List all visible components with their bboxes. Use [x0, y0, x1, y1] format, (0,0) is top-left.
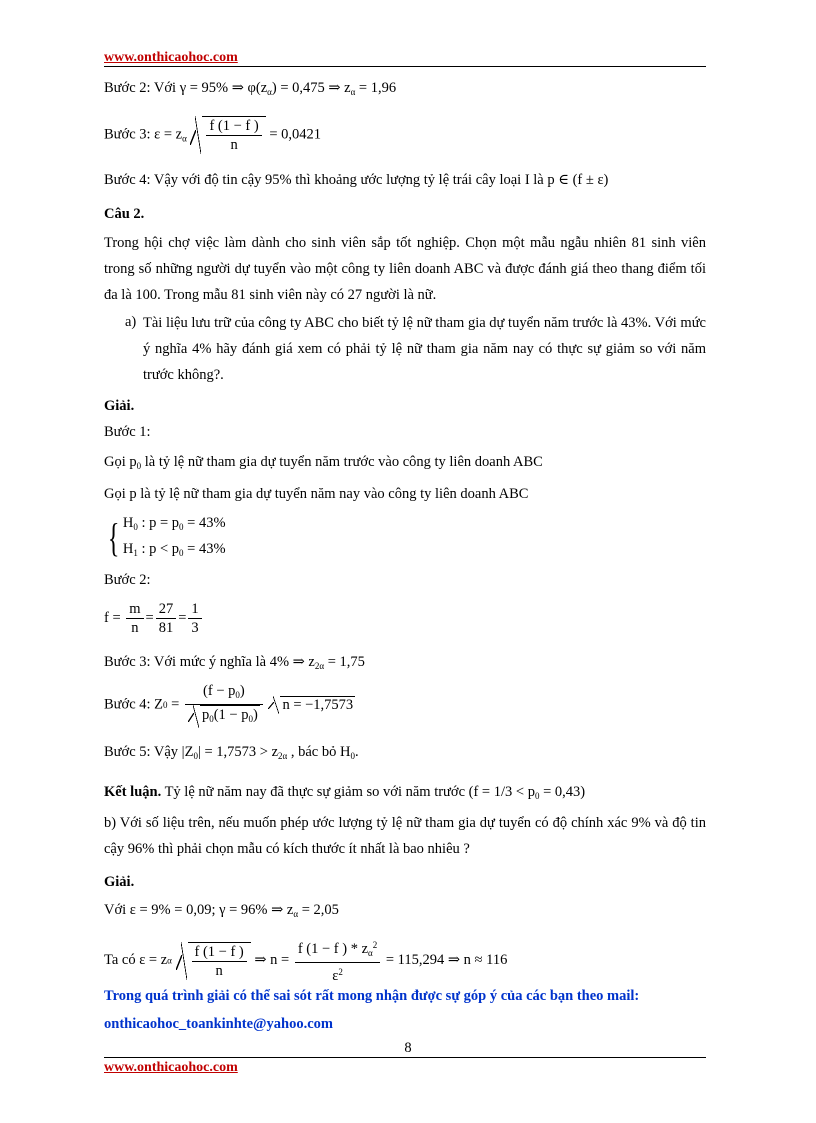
- solution1-title: Giải.: [104, 398, 135, 414]
- step3-top-line: [104, 116, 321, 154]
- s1-step3-val: = 1,75: [324, 654, 365, 670]
- s1-step4: Bước 4: Z0 = $\frac{(f - p_0)}{p_0(1 - p_0)}$ n = −1,7573: [104, 682, 355, 728]
- s1-p0-line: Gọi $p_0$ là tỷ lệ nữ tham gia dự tuyển năm trước vào công ty liên doanh ABC: [104, 454, 543, 471]
- sqrt-symbol: [190, 116, 265, 154]
- s1-p-line: Gọi p là tỷ lệ nữ tham gia dự tuyển năm nay vào công ty liên doanh ABC: [104, 486, 529, 502]
- hypothesis-system: { $H_0$ : $p = p_0 = 43\%$ $H_1$ : $p < p_0 = 43\%$: [107, 515, 226, 560]
- s2-fnum: f (1 − f ) * z: [297, 941, 369, 957]
- question2-title: Câu 2.: [104, 206, 145, 222]
- header-site-link[interactable]: www.onthicaohoc.com: [104, 50, 238, 65]
- h0-val: = 43%: [183, 515, 226, 531]
- h1-val: = 43%: [183, 541, 226, 557]
- conclusion-text: Tỷ lệ nữ năm nay đã thực sự giảm so với năm trước (f = 1/3 < p: [161, 784, 535, 800]
- conclusion-label: Kết luận.: [104, 784, 162, 800]
- s1-step4-val: n = −1,7573: [282, 697, 354, 713]
- h1-rest: : p < p: [137, 541, 180, 557]
- s2-fden: ε: [332, 968, 339, 984]
- solution2-title: Giải.: [104, 874, 135, 890]
- frac-num: f (1 − f ): [206, 117, 261, 136]
- page-number: 8: [404, 1040, 412, 1056]
- brace-symbol: {: [107, 515, 120, 560]
- s1-step3: [104, 654, 365, 671]
- sqrt-symbol-4: [176, 942, 251, 980]
- f-eq-label: f =: [104, 610, 121, 626]
- f-equation: f = $\frac{m}{n}$ = $\frac{27}{81}$ = $\frac{1}{3}$: [104, 600, 204, 637]
- s1-p0-b: là tỷ lệ nữ tham gia dự tuyển năm trước vào công ty liên doanh ABC: [141, 454, 543, 470]
- two-alpha-sub-2: 2α: [278, 751, 288, 761]
- s2-frac-num: f (1 − f ): [192, 943, 247, 962]
- alpha-sub-3: α: [182, 133, 187, 144]
- s1-p0-a: Gọi p: [104, 454, 137, 470]
- step2-top-line: [104, 80, 396, 97]
- s2-line1-val: = 2,05: [298, 902, 339, 918]
- s1-step5-rest: | = 1,7573 > z: [197, 744, 279, 760]
- sqrt-symbol-3: [268, 696, 355, 714]
- s1-step5-text: Bước 5: Vậy |Z: [104, 744, 194, 760]
- s2-line1: Với ε = 9% = 0,09; γ = 96% ⇒ $z_\alpha = 2,05$: [104, 902, 339, 919]
- question2-intro: Trong hội chợ việc làm dành cho sinh viên sắp tốt nghiệp. Chọn một mẫu ngẫu nhiên 81 sinh viên trong số những người dự tuyển vào một công ty liên doanh ABC và được đánh giá theo thang điểm tối đa là 100. Trong mẫu 81 sinh viên này có 27 người là nữ.: [104, 235, 706, 303]
- alpha-sub-2: α: [350, 87, 356, 97]
- sqrt-symbol-2: $p_0(1 - p_0)$: [188, 705, 260, 728]
- s1-step4-num: (f − p: [203, 683, 236, 699]
- s1-step5: Bước 5: Vậy $|Z_0| = 1,7573 > z_{2\alpha}$ , bác bỏ $H_0$.: [104, 744, 359, 761]
- s2-frac-den: n: [215, 962, 223, 979]
- step2-top-rest2: = 1,96: [355, 80, 397, 96]
- s1-step3-text: Bước 3: Với mức ý nghĩa là 4% ⇒ z: [104, 654, 315, 670]
- frac-den: n: [230, 137, 238, 153]
- footer-divider: [104, 1057, 706, 1058]
- f-81: 81: [158, 620, 174, 636]
- h0-rest: : p = p: [137, 515, 180, 531]
- f-3: 3: [191, 620, 199, 636]
- s1-step4-den: p: [201, 707, 210, 723]
- alpha-sub: α: [267, 87, 272, 97]
- s1-step5-end: , bác bỏ H: [287, 744, 351, 760]
- step2-top-text: Bước 2: Với γ = 95% ⇒ φ(z: [104, 80, 268, 96]
- step2-top-rest: ) = 0,475 ⇒ z: [271, 80, 351, 96]
- step3-top-result: = 0,0421: [269, 126, 322, 143]
- q2a-text: Tài liệu lưu trữ của công ty ABC cho biết tỷ lệ nữ tham gia dự tuyển năm trước là 43%. Với mức ý nghĩa 4% hãy đánh giá xem có phải tỷ lệ nữ tham gia năm nay có thực sự giảm so với năm trước không?.: [143, 315, 706, 383]
- contact-email[interactable]: onthicaohoc_toankinhte@yahoo.com: [104, 1016, 333, 1032]
- f-n: n: [131, 620, 139, 636]
- h1-label: H: [122, 541, 134, 557]
- s2-line2-c: = 115,294 ⇒ n ≈ 116: [385, 952, 508, 968]
- s2-line2: Ta có ε = zα $\frac{f (1 - f )}{n}$ ⇒ n = $\frac{f (1 - f ) * z_\alpha^2}{\varepsilon^2}$ = 115,294 ⇒ n ≈ 116: [104, 936, 507, 985]
- contact-text: Trong quá trình giải có thể sai sót rất mong nhận được sự góp ý của các bạn theo mail:: [104, 988, 640, 1004]
- step4-top-line: Bước 4: Vậy với độ tin cậy 95% thì khoảng ước lượng tỷ lệ trái cây loại I là p ∈ (f ± ε): [104, 172, 609, 188]
- f-1: 1: [188, 600, 201, 619]
- s1-step4-label: Bước 4: Z: [104, 696, 164, 713]
- s1-step2: Bước 2:: [104, 572, 151, 588]
- step3-top-label: Bước 3: ε = z: [104, 126, 183, 143]
- s1-step4-den2: (1 − p: [213, 707, 249, 723]
- two-alpha-sub: 2α: [314, 661, 325, 671]
- s2-line2-b: ⇒ n =: [254, 952, 290, 968]
- q2b-text: b) Với số liệu trên, nếu muốn phép ước lượng tỷ lệ nữ tham gia dự tuyển có độ chính xác 9% và độ tin cậy 96% thì phải chọn mẫu có kích thước ít nhất là bao nhiêu ?: [104, 815, 706, 857]
- s2-line2-a: Ta có ε = z: [104, 952, 168, 968]
- conclusion-line: Kết luận. Tỷ lệ nữ năm nay đã thực sự giảm so với năm trước $(f = 1/3 < p_0 = 0,43)$: [104, 784, 586, 801]
- s2-line1-text: Với ε = 9% = 0,09; γ = 96% ⇒ z: [104, 902, 294, 918]
- h0-label: H: [122, 515, 134, 531]
- q2a-marker: a): [125, 314, 137, 330]
- conclusion-end: = 0,43): [539, 784, 586, 800]
- f-m: m: [126, 600, 143, 619]
- f-27: 27: [156, 600, 177, 619]
- header-divider: [104, 66, 706, 67]
- s1-step1: Bước 1:: [104, 424, 151, 440]
- footer-site-link[interactable]: www.onthicaohoc.com: [104, 1060, 238, 1075]
